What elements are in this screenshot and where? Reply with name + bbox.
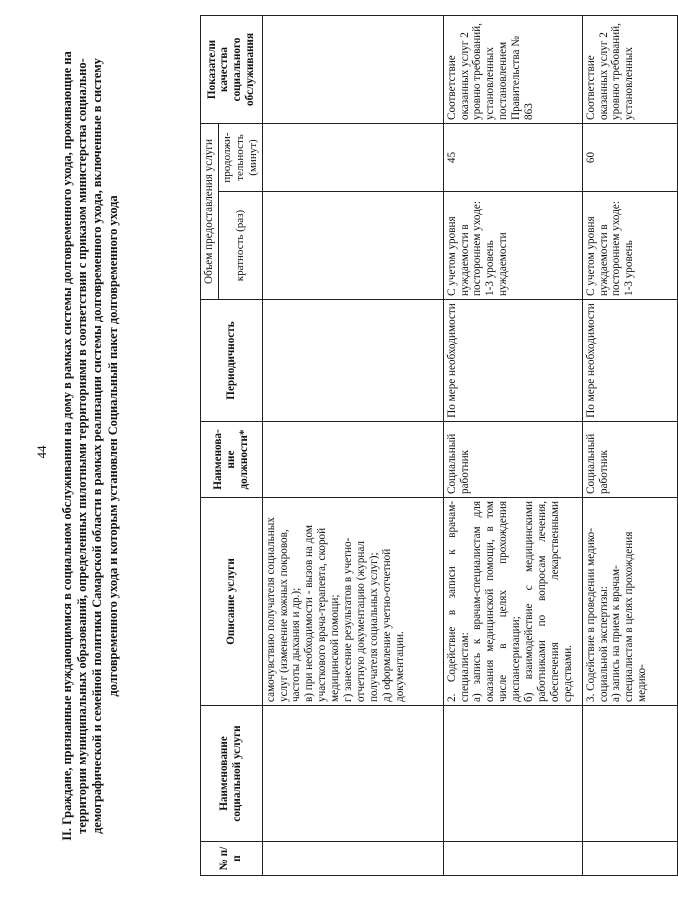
header-quality: Показатели качества социального обслуживания	[201, 15, 263, 123]
header-volume: Объем предоставления услуги	[201, 123, 219, 299]
cell-quality	[262, 15, 443, 123]
rotated-page-content	[60, 16, 649, 876]
cell-frequency: С учетом уровня нуждаемости в постороннем уходе: 1-3 уровень нуждаемости	[443, 192, 582, 300]
cell-frequency	[262, 192, 443, 300]
table-row	[443, 15, 582, 875]
frequency-text: С учетом уровня нуждаемости в постороннем уходе: 1-3 уровень	[584, 201, 636, 296]
table-header-row	[201, 15, 219, 875]
page-number: 44	[34, 445, 49, 459]
description-text: 3. Содействие в проведении медико-социальной экспертизы: а) запись на прием к врачам-специалистам в целях прохождения медико-	[584, 528, 649, 702]
cell-position	[262, 422, 443, 498]
cell-service-name	[443, 706, 582, 842]
cell-description	[582, 498, 677, 706]
cell-position: Социальный работник	[443, 422, 582, 498]
cell-number	[262, 842, 443, 876]
cell-description	[443, 498, 582, 706]
cell-duration: 45	[443, 123, 582, 191]
cell-service-name	[262, 706, 443, 842]
cell-frequency	[582, 192, 677, 300]
cell-position: Социальный работник	[582, 422, 677, 498]
header-duration: продолжи-тельность (минут)	[218, 123, 262, 191]
header-description: Описание услуги	[201, 498, 263, 706]
description-text: самочувствию получателя социальных услуг (изменение кожных покровов, частоты дыхания и др.); в) при необходимости - вызов на дом участкового врача-терапевта, скорой медицинской помощи; г) занесение результатов в учетно-отчетную документацию (журнал получателя социальных услуг); д) оформление учетно-отчетной документации.	[264, 517, 406, 702]
header-periodicity: Периодичность	[201, 300, 263, 422]
header-number: № п/п	[201, 842, 263, 876]
cell-periodicity: По мере необходимости	[582, 300, 677, 422]
description-text: 2. Содействие в записи к врачам-специалистам: а) запись к врачам-специалистам для оказания медицинской помощи, в том числе в целях прохождения диспансеризации; б) взаимодействие с медицинскими работниками по вопросам лечения, обеспечения лекарственными средствами.	[445, 501, 574, 702]
header-service-name: Наименование социальной услуги	[201, 706, 263, 842]
cell-service-name	[582, 706, 677, 842]
cell-periodicity	[262, 300, 443, 422]
cell-quality: Соответствие оказанных услуг 2 уровню требований, установленных постановлением Правительства № 863	[443, 15, 582, 123]
cell-periodicity: По мере необходимости	[443, 300, 582, 422]
table-row	[262, 15, 443, 875]
cell-number	[582, 842, 677, 876]
cell-description	[262, 498, 443, 706]
table-row	[582, 15, 677, 875]
cell-quality	[582, 15, 677, 123]
cell-duration: 60	[582, 123, 677, 191]
quality-text: Соответствие оказанных услуг 2 уровню требований, установленных	[584, 23, 636, 120]
cell-number	[443, 842, 582, 876]
services-table	[200, 15, 678, 876]
section-heading: II. Граждане, признанные нуждающимися в социальном обслуживании на дому в рамках системы долговременного ухода, проживающие на территории муниципальных образований, определенных пилотными территориями в соответствии с приказом министерства социально-демографической и семейной политики Самарской области в рамках реализации системы долговременного ухода, включенные в систему долговременного ухода и которым установлен Социальный пакет долговременного ухода	[60, 51, 120, 841]
header-position: Наименова-ние должности*	[201, 422, 263, 498]
cell-duration	[262, 123, 443, 191]
header-frequency: кратность (раз)	[218, 192, 262, 300]
